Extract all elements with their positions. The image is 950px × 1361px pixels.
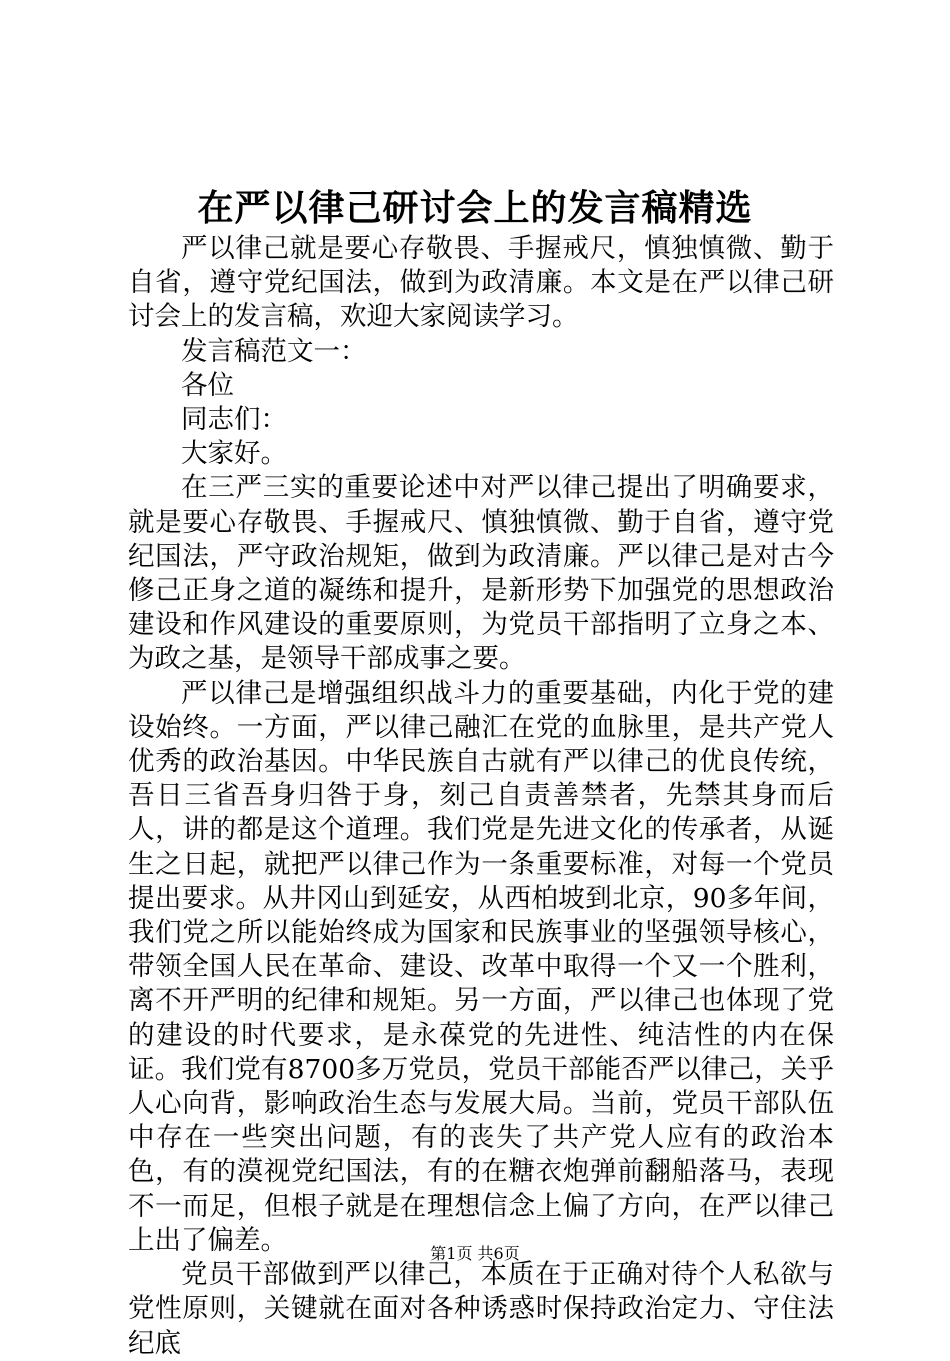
body-paragraph: 严以律己是增强组织战斗力的重要基础，内化于党的建设始终。一方面，严以律己融汇在党的血脉里，是共产党人优秀的政治基因。中华民族自古就有严以律己的优良传统，吾日三省吾身归咎于身，刻己自责善禁者，先禁其身而后人，讲的都是这个道理。我们党是先进文化的传承者，从诞生之日起，就把严以律己作为一条重要标准，对每一个党员提出要求。从井冈山到延安，从西柏坡到北京，90多年间，我们党之所以能始终成为国家和民族事业的坚强领导核心，带领全国人民在革命、建设、改革中取得一个又一个胜利，离不开严明的纪律和规矩。另一方面，严以律己也体现了党的建设的时代要求，是永葆党的先进性、纯洁性的内在保证。我们党有8700多万党员，党员干部能否严以律己，关乎人心向背，影响政治生态与发展大局。当前，党员干部队伍中存在一些突出问题，有的丧失了共产党人应有的政治本色，有的漠视党纪国法，有的在糖衣炮弹前翻船落马，表现不一而足，但根子就是在理想信念上偏了方向，在严以律己上出了偏差。 <box>128 677 834 1256</box>
body-paragraph: 在三严三实的重要论述中对严以律己提出了明确要求，就是要心存敬畏、手握戒尺、慎独慎微、勤于自省，遵守党纪国法，严守政治规矩，做到为政清廉。严以律己是对古今修己正身之道的凝练和提升，是新形势下加强党的思想政治建设和作风建设的重要原则，为党员干部指明了立身之本、为政之基，是领导干部成事之要。 <box>128 472 834 675</box>
greeting-line: 大家好。 <box>181 438 287 470</box>
body-paragraph: 党员干部做到严以律己，本质在于正确对待个人私欲与党性原则，关键就在面对各种诱惑时保持政治定力、守住法纪底 <box>128 1259 834 1359</box>
page-number-footer: 第1页 共6页 <box>430 1244 520 1263</box>
sample-heading: 发言稿范文一： <box>181 335 367 367</box>
salutation-line: 同志们： <box>181 404 287 436</box>
document-title: 在严以律己研讨会上的发言稿精选 <box>197 187 753 229</box>
document-body <box>128 232 834 1361</box>
intro-paragraph: 严以律己就是要心存敬畏、手握戒尺，慎独慎微、勤于自省，遵守党纪国法，做到为政清廉。本文是在严以律己研讨会上的发言稿，欢迎大家阅读学习。 <box>128 233 834 333</box>
salutation-line: 各位 <box>181 369 234 401</box>
